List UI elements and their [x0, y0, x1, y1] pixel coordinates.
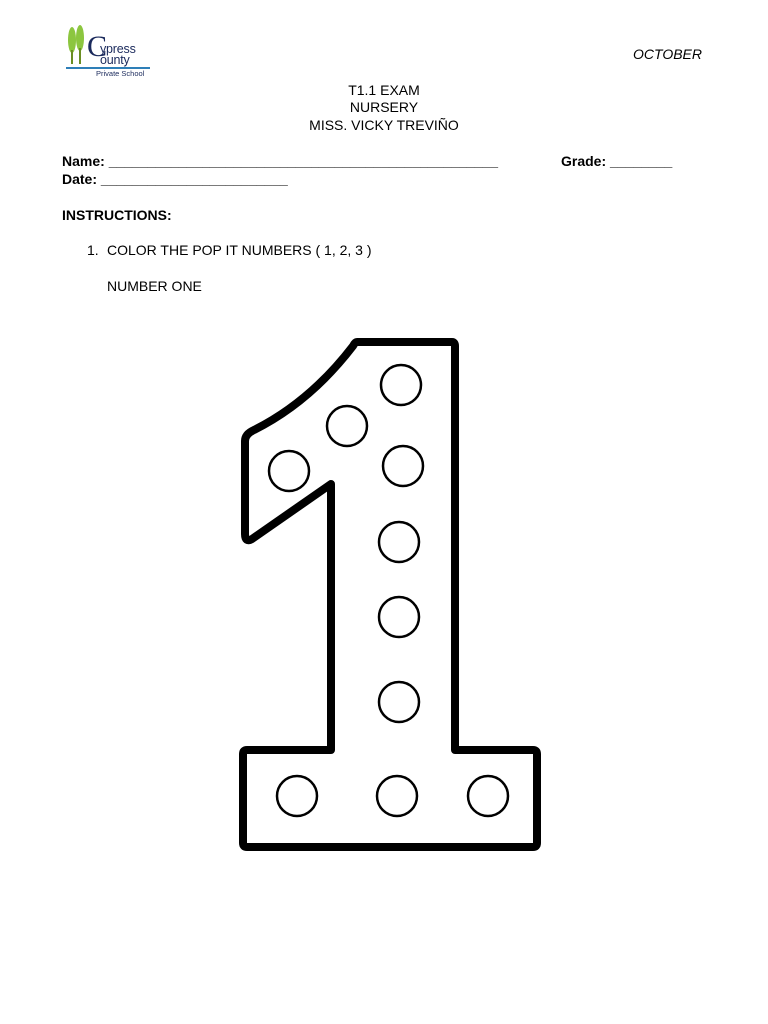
logo-initial: C	[87, 30, 108, 63]
instructions-heading: INSTRUCTIONS:	[62, 207, 172, 223]
logo-subtitle: Private School	[96, 69, 145, 78]
instruction-text: COLOR THE POP IT NUMBERS ( 1, 2, 3 )	[107, 242, 372, 258]
pop-it-bubble	[381, 365, 421, 405]
name-label: Name:	[62, 153, 105, 169]
date-blank: ________________________	[100, 171, 288, 187]
grade-label: Grade:	[561, 153, 607, 169]
pop-it-bubble	[383, 446, 423, 486]
pop-it-bubble	[379, 597, 419, 637]
grade-blank: ________	[610, 153, 673, 169]
date-label: Date:	[62, 171, 98, 187]
pop-it-bubble	[269, 451, 309, 491]
month-label: OCTOBER	[633, 46, 702, 62]
pop-it-bubble	[468, 776, 508, 816]
pop-it-bubble	[379, 522, 419, 562]
logo-line-2: ounty	[100, 53, 130, 67]
number-one-outline	[243, 342, 537, 847]
pop-it-bubble	[277, 776, 317, 816]
pop-it-bubble	[379, 682, 419, 722]
name-blank: __________________________________________________	[108, 153, 498, 169]
pop-it-bubble	[377, 776, 417, 816]
section-label: NUMBER ONE	[107, 278, 202, 294]
instruction-number: 1.	[87, 242, 99, 258]
grade-level: NURSERY	[349, 99, 419, 115]
teacher-name: MISS. VICKY TREVIÑO	[309, 117, 459, 133]
pop-it-bubble	[327, 406, 367, 446]
logo-line-1: ypress	[100, 42, 136, 56]
exam-title: T1.1 EXAM	[348, 82, 420, 98]
